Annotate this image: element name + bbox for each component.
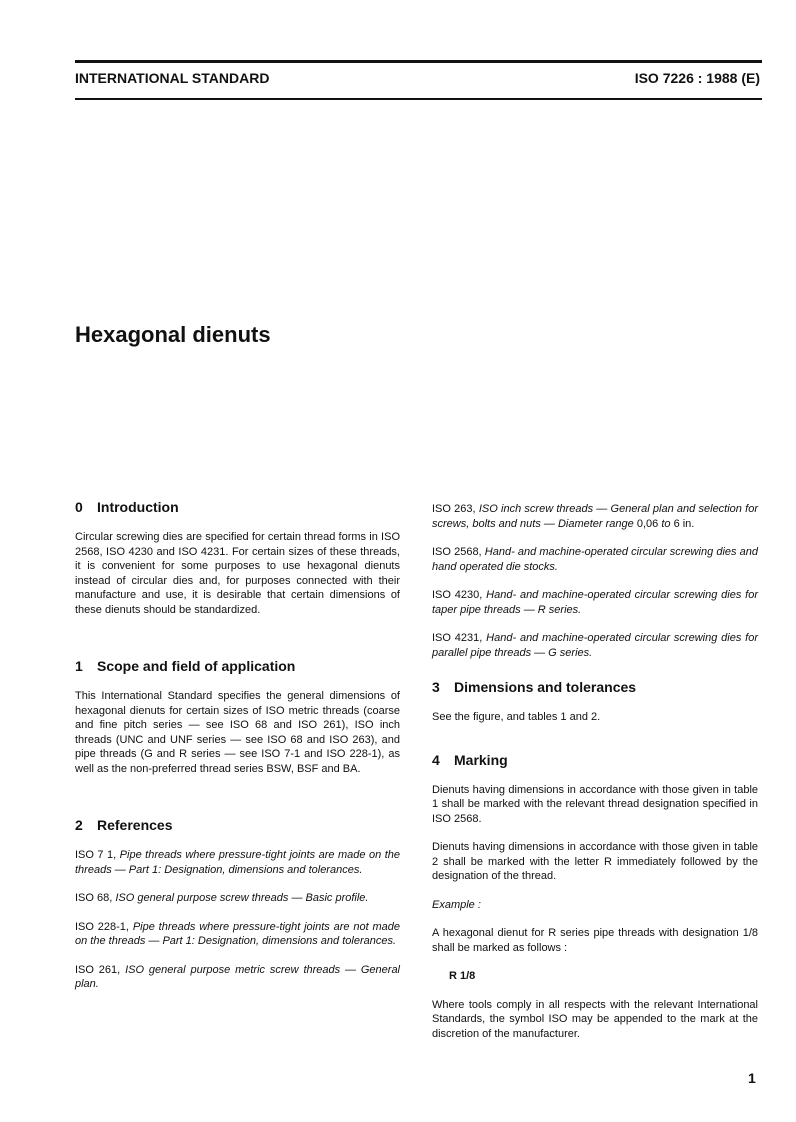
header-left: INTERNATIONAL STANDARD [75, 70, 270, 86]
section-2-heading: 2 References [75, 817, 173, 833]
scope-text: This International Standard specifies the general dimensions of hexagonal dienuts for certain sizes of ISO metric threads (coarse and fine pitch series — see ISO 68 and ISO 261), ISO inch threads (UNC and UNF series — see ISO 68 and ISO 263), and pipe threads (G and R series — see ISO 7-1 and ISO 228-1), as well as the non-preferred thread series BSW, BSF and BA. [75, 690, 400, 775]
reference-item: ISO 2568, Hand- and machine-operated circular screwing dies and hand operated die stocks. [432, 546, 758, 573]
example-label: Example : [432, 898, 481, 911]
marking-designation: R 1/8 [449, 970, 476, 982]
section-3-heading: 3 Dimensions and tolerances [432, 679, 637, 695]
example-text: A hexagonal dienut for R series pipe threads with designation 1/8 shall be marked as follows : [432, 927, 758, 954]
reference-item: ISO 228-1, Pipe threads where pressure-tight joints are not made on the threads — Part 1: Designation, dimensions and tolerances. [75, 920, 400, 947]
reference-item: ISO 261, ISO general purpose metric screw threads — General plan. [75, 963, 401, 990]
page-title: Hexagonal dienuts [75, 322, 271, 347]
intro-text: Circular screwing dies are specified for certain thread forms in ISO 2568, ISO 4230 and ISO 4231. For certain sizes of these threads, it is convenient for some purposes to use hexagonal dienuts instead of circular dies and, for purposes connected with their manufacture and use, it is desirable that certain dimensions of these dienuts should be standardized. [75, 531, 400, 616]
header-right: ISO 7226 : 1988 (E) [634, 70, 760, 86]
section-1-heading: 1 Scope and field of application [75, 658, 296, 674]
page-number: 1 [748, 1070, 756, 1086]
left-column [75, 498, 400, 1006]
marking-p2: Dienuts having dimensions in accordance with those given in table 2 shall be marked with the letter R immediately followed by the designation of the thread. [432, 841, 758, 882]
reference-item: ISO 4231, Hand- and machine-operated circular screwing dies for parallel pipe threads — G series. [432, 632, 758, 659]
section-0-heading: 0 Introduction [75, 499, 179, 515]
marking-p3: Where tools comply in all respects with the relevant International Standards, the symbol ISO may be appended to the mark at the discretion of the manufacturer. [432, 998, 758, 1040]
section-4-heading: 4 Marking [432, 751, 508, 768]
dimensions-text: See the figure, and tables 1 and 2. [432, 711, 601, 723]
right-column [432, 502, 758, 1055]
reference-item: ISO 7 1, Pipe threads where pressure-tight joints are made on the threads — Part 1: Designation, dimensions and tolerances. [75, 849, 400, 876]
reference-item: ISO 4230, Hand- and machine-operated circular screwing dies for taper pipe threads — R series. [432, 589, 758, 616]
reference-item: ISO 263, ISO inch screw threads — General plan and selection for screws, bolts and nuts — Diameter range 0,06 to 6 in. [432, 503, 758, 530]
marking-p1: Dienuts having dimensions in accordance with those given in table 1 shall be marked with the relevant thread designation specified in ISO 2568. [432, 783, 758, 825]
header-top-rule [75, 60, 762, 63]
header-bottom-rule [75, 98, 762, 100]
reference-item: ISO 68, ISO general purpose screw threads — Basic profile. [75, 892, 369, 904]
